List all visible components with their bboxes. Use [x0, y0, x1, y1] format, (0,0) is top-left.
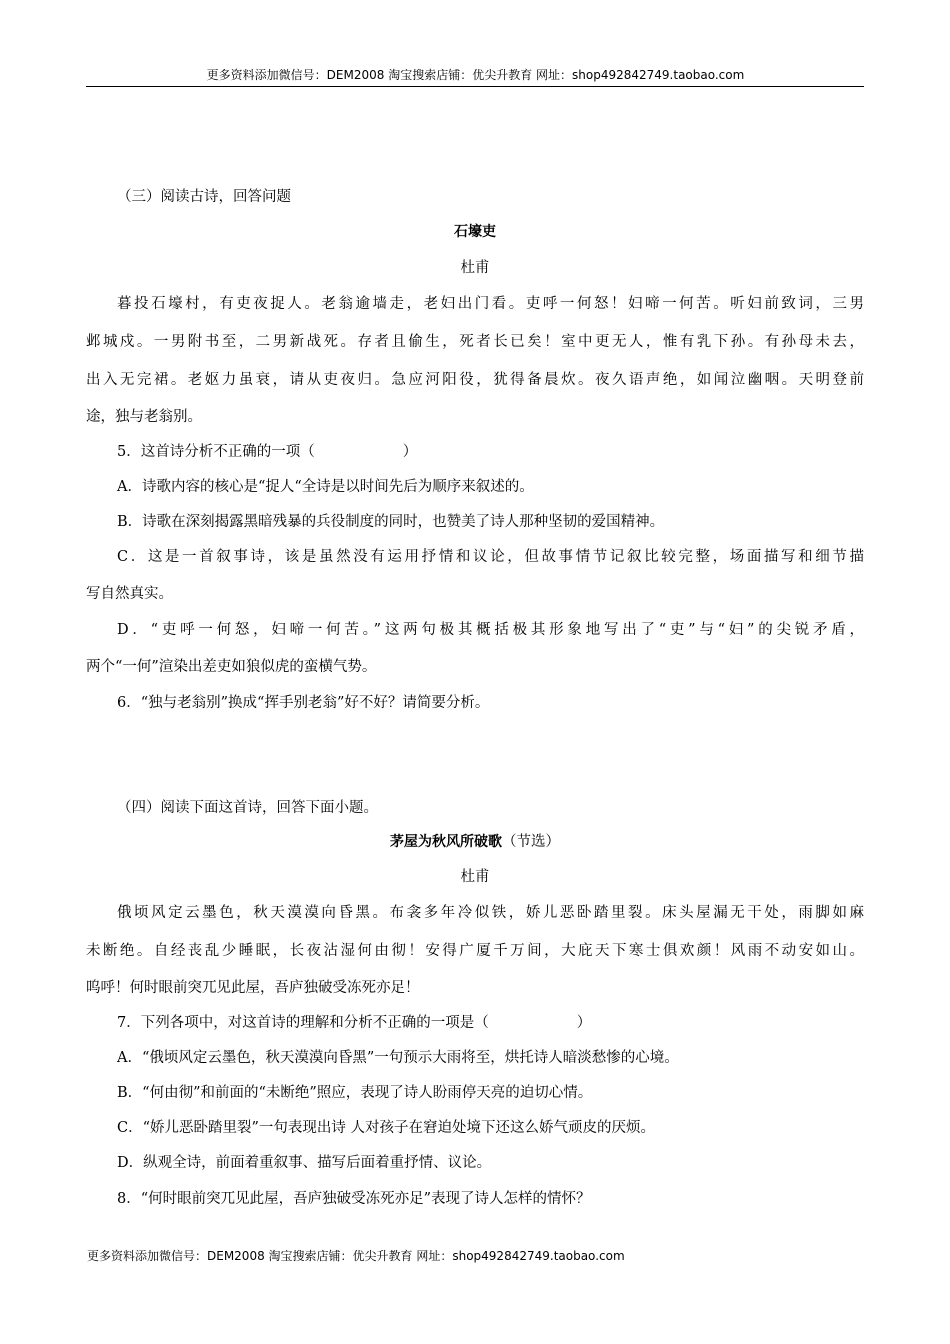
question-stem-close: ） [402, 444, 418, 460]
poem-line: 途，独与老翁别。 [86, 409, 202, 425]
header-divider [86, 86, 864, 87]
question-option: D．“吏呼一何怒，妇啼一何苦。”这两句极其概括极其形象地写出了“吏”与“妇”的尖锐矛盾， [117, 622, 864, 638]
poem-line: 邺城戍。一男附书至，二男新战死。存者且偷生，死者长已矣！室中更无人，惟有乳下孙。有孙母未去， [86, 334, 864, 350]
page-footer: 更多资料添加微信号：DEM2008 淘宝搜索店铺：优尖升教育 网址：shop492842749.taobao.com [87, 1249, 625, 1263]
question-option-continued: 两个“一何”渲染出差吏如狼似虎的蛮横气势。 [86, 659, 377, 675]
poem-author: 杜甫 [460, 869, 490, 885]
question-8: 8．“何时眼前突兀见此屋，吾庐独破受冻死亦足”表现了诗人怎样的情怀？ [117, 1191, 591, 1207]
poem-line: 呜呼！何时眼前突兀见此屋，吾庐独破受冻死亦足！ [86, 980, 420, 996]
question-option: B．“何由彻”和前面的“未断绝”照应，表现了诗人盼雨停天亮的迫切心情。 [117, 1085, 593, 1101]
section-heading: （三）阅读古诗，回答问题 [117, 189, 291, 205]
question-option: C．这是一首叙事诗，该是虽然没有运用抒情和议论，但故事情节记叙比较完整，场面描写和细节描 [117, 549, 864, 565]
question-option: A．诗歌内容的核心是“捉人“全诗是以时间先后为顺序来叙述的。 [117, 479, 534, 495]
question-stem-close: ） [576, 1015, 592, 1031]
question-option: A．“俄顷风定云墨色，秋天漠漠向昏黑”一句预示大雨将至，烘托诗人暗淡愁惨的心境。 [117, 1050, 679, 1066]
poem-title-line [86, 832, 864, 852]
question-option: B．诗歌在深刻揭露黑暗残暴的兵役制度的同时，也赞美了诗人那种坚韧的爱国精神。 [117, 514, 665, 530]
poem-title-note: （节选） [502, 834, 560, 850]
question-stem-text: 7．下列各项中，对这首诗的理解和分析不正确的一项是（ [117, 1015, 489, 1031]
question-stem-text: 5．这首诗分析不正确的一项（ [117, 444, 315, 460]
section-heading: （四）阅读下面这首诗，回答下面小题。 [117, 800, 378, 816]
question-option: C．“娇儿恶卧踏里裂”一句表现出诗 人对孩子在窘迫处境下还这么娇气顽皮的厌烦。 [117, 1120, 656, 1136]
poem-author: 杜甫 [460, 260, 490, 276]
poem-title: 茅屋为秋风所破歌 [390, 834, 502, 850]
question-option-continued: 写自然真实。 [86, 586, 173, 602]
question-5-stem [117, 442, 417, 462]
poem-line: 出入无完裙。老妪力虽衰，请从吏夜归。急应河阳役，犹得备晨炊。夜久语声绝，如闻泣幽咽。天明登前 [86, 372, 864, 388]
question-option: D．纵观全诗，前面着重叙事、描写后面着重抒情、议论。 [117, 1155, 492, 1171]
page-header: 更多资料添加微信号：DEM2008 淘宝搜索店铺：优尖升教育 网址：shop492842749.taobao.com [206, 68, 745, 82]
poem-line: 未断绝。自经丧乱少睡眠，长夜沾湿何由彻！安得广厦千万间，大庇天下寒士俱欢颜！风雨不动安如山。 [86, 943, 864, 959]
poem-title: 石壕吏 [454, 224, 496, 240]
poem-line: 暮投石壕村，有吏夜捉人。老翁逾墙走，老妇出门看。吏呼一何怒！妇啼一何苦。听妇前致词，三男 [117, 296, 864, 312]
question-7-stem [117, 1013, 591, 1033]
poem-line: 俄顷风定云墨色，秋天漠漠向昏黑。布衾多年冷似铁，娇儿恶卧踏里裂。床头屋漏无干处，雨脚如麻 [117, 905, 864, 921]
question-6: 6．“独与老翁别”换成“挥手别老翁”好不好？请简要分析。 [117, 695, 490, 711]
